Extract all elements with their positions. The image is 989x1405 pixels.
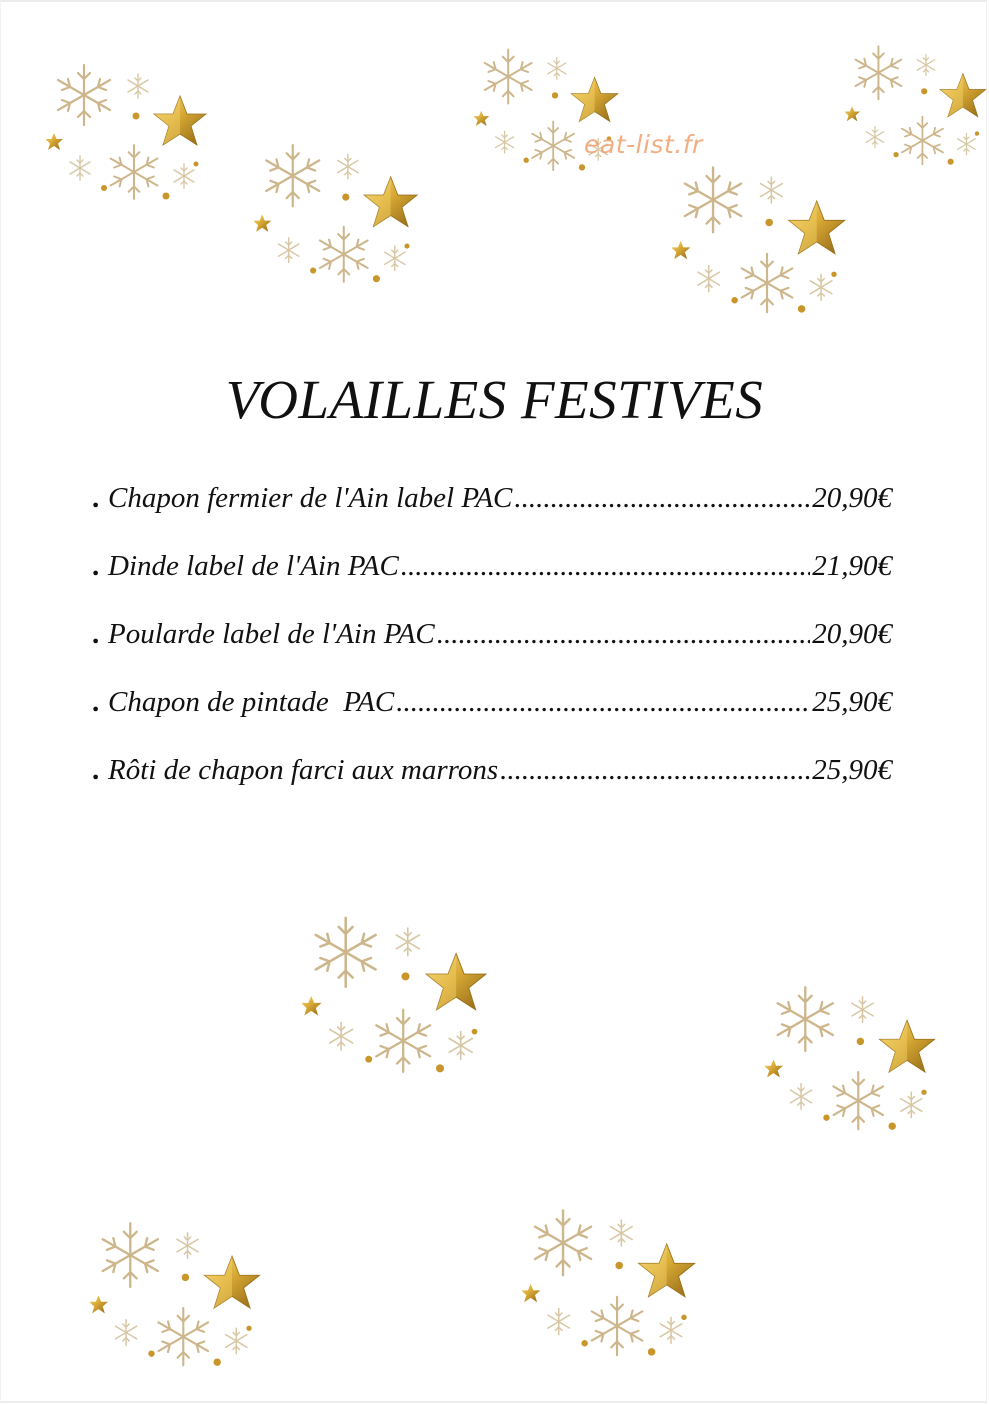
item-name: Chapon de pintade PAC bbox=[108, 686, 395, 718]
dot-leader bbox=[396, 686, 810, 719]
snowflake-star-cluster-icon bbox=[254, 140, 424, 290]
item-name: Rôti de chapon farci aux marrons bbox=[108, 754, 499, 786]
snowflake-star-cluster-icon bbox=[765, 982, 950, 1132]
item-price: 20,90€ bbox=[812, 482, 892, 514]
watermark: eat-list.fr bbox=[584, 130, 703, 159]
item-name: Chapon fermier de l'Ain label PAC bbox=[108, 482, 513, 514]
bullet: . bbox=[92, 686, 100, 718]
list-item bbox=[92, 686, 892, 754]
bullet: . bbox=[92, 754, 100, 786]
snowflake-star-cluster-icon bbox=[672, 162, 857, 322]
snowflake-star-cluster-icon bbox=[90, 1218, 275, 1383]
dot-leader bbox=[401, 550, 810, 583]
dot-leader bbox=[437, 618, 810, 651]
item-name: Dinde label de l'Ain PAC bbox=[108, 550, 399, 582]
snowflake-star-cluster-icon bbox=[302, 912, 517, 1077]
snowflake-star-cluster-icon bbox=[522, 1205, 712, 1360]
item-name: Poularde label de l'Ain PAC bbox=[108, 618, 435, 650]
dot-leader bbox=[514, 482, 810, 515]
item-price: 25,90€ bbox=[812, 686, 892, 718]
list-item bbox=[92, 482, 892, 550]
snowflake-star-cluster-icon bbox=[845, 42, 989, 177]
bullet: . bbox=[92, 550, 100, 582]
item-price: 21,90€ bbox=[812, 550, 892, 582]
list-item bbox=[92, 550, 892, 618]
snowflake-star-cluster-icon bbox=[46, 60, 211, 205]
item-price: 20,90€ bbox=[812, 618, 892, 650]
item-price: 25,90€ bbox=[812, 754, 892, 786]
bullet: . bbox=[92, 482, 100, 514]
list-item bbox=[92, 618, 892, 686]
list-item bbox=[92, 754, 892, 822]
bullet: . bbox=[92, 618, 100, 650]
page-title: VOLAILLES FESTIVES bbox=[225, 369, 764, 430]
dot-leader bbox=[500, 754, 810, 787]
menu-list bbox=[92, 482, 892, 822]
